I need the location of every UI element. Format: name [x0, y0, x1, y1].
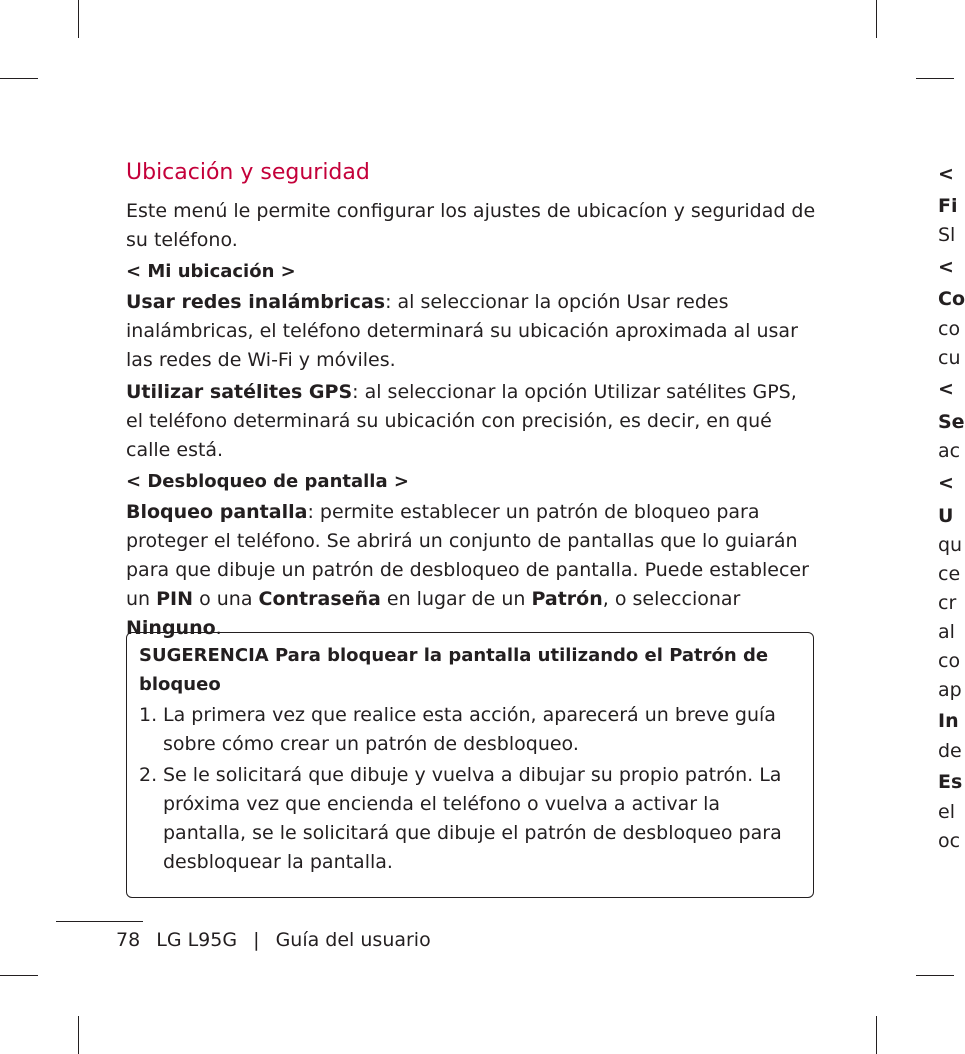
gps-paragraph	[126, 378, 816, 465]
edge-text: <	[938, 378, 954, 400]
edge-text: Se	[938, 411, 965, 433]
crop-mark	[916, 975, 954, 976]
edge-text: co	[938, 318, 961, 340]
edge-text: cr	[938, 592, 957, 614]
edge-text: qu	[938, 534, 963, 556]
unlock-header: < Desbloqueo de pantalla >	[126, 471, 409, 492]
model-name: LG L95G	[156, 929, 238, 951]
wireless-text: : al seleccionar la opción Usar redes inalámbricas, el teléfono determinará su ubicación aproximada al usar las redes de Wi-Fi y móviles.	[126, 291, 798, 371]
main-content	[126, 160, 816, 643]
page-number: 78	[116, 929, 141, 951]
edge-text: ap	[938, 679, 962, 701]
list-number: 1.	[139, 704, 158, 726]
edge-text: Co	[938, 288, 965, 310]
crop-mark	[876, 0, 877, 38]
footer-separator: |	[253, 929, 260, 951]
edge-text: al	[938, 621, 955, 643]
edge-text: Sl	[938, 224, 956, 246]
section-title: Ubicación y seguridad	[126, 160, 370, 185]
edge-text: <	[938, 472, 954, 494]
edge-text: Fi	[938, 195, 958, 217]
edge-text: Es	[938, 771, 963, 793]
pattern-term: Patrón	[531, 588, 603, 610]
gps-term: Utilizar satélites GPS	[126, 381, 353, 403]
crop-mark	[78, 1016, 79, 1054]
lock-text: , o seleccionar	[602, 588, 741, 610]
password-term: Contraseña	[258, 588, 381, 610]
wireless-term: Usar redes inalámbricas	[126, 291, 386, 313]
tip-box	[126, 632, 814, 898]
list-text: Se le solicitará que dibuje y vuelva a dibujar su propio patrón. La próxima vez que encienda el teléfono o vuelva a activar la pantalla, se le solicitará que dibuje el patrón de desbloqueo para desbloquear la pantalla.	[163, 764, 782, 873]
footer	[116, 929, 441, 951]
tip-title: SUGERENCIA Para bloquear la pantalla utilizando el Patrón de bloqueo	[139, 645, 769, 695]
lock-text: .	[215, 617, 222, 639]
edge-text: cu	[938, 347, 961, 369]
list-item	[139, 701, 801, 759]
edge-text: el	[938, 801, 955, 823]
gps-text: : al seleccionar la opción Utilizar satélites GPS, el teléfono determinará su ubicación con precisión, es decir, en qué calle está.	[126, 381, 797, 461]
edge-text: ac	[938, 440, 961, 462]
edge-text: <	[938, 256, 954, 278]
lock-text: en lugar de un	[380, 588, 532, 610]
list-text: La primera vez que realice esta acción, aparecerá un breve guía sobre cómo crear un patrón de desbloqueo.	[163, 704, 776, 755]
crop-mark	[0, 975, 38, 976]
guide-title: Guía del usuario	[275, 929, 431, 951]
location-header: < Mi ubicación >	[126, 261, 296, 282]
lock-term: Bloqueo pantalla	[126, 501, 308, 523]
crop-mark	[876, 1016, 877, 1054]
edge-text: In	[938, 710, 959, 732]
list-number: 2.	[139, 764, 158, 786]
edge-text: oc	[938, 830, 961, 852]
intro-text: Este menú le permite configurar los ajustes de ubicacíon y seguridad de su teléfono.	[126, 200, 816, 251]
crop-mark	[78, 0, 79, 38]
none-term: Ninguno	[126, 617, 216, 639]
edge-text: ce	[938, 563, 961, 585]
lock-paragraph	[126, 498, 816, 643]
edge-text: de	[938, 740, 962, 762]
wireless-paragraph	[126, 288, 816, 375]
edge-text: <	[938, 163, 954, 185]
edge-text: co	[938, 650, 961, 672]
pin-term: PIN	[156, 588, 194, 610]
lock-text: o una	[193, 588, 259, 610]
edge-text: U	[938, 505, 954, 527]
crop-mark	[916, 78, 954, 79]
crop-mark	[0, 78, 38, 79]
footer-rule	[56, 921, 143, 922]
list-item	[139, 761, 801, 877]
lock-text: : permite establecer un patrón de bloqueo para proteger el teléfono. Se abrirá un conjunto de pantallas que lo guiarán para que dibuje un patrón de desbloqueo de pantalla. Puede establecer un	[126, 501, 809, 610]
